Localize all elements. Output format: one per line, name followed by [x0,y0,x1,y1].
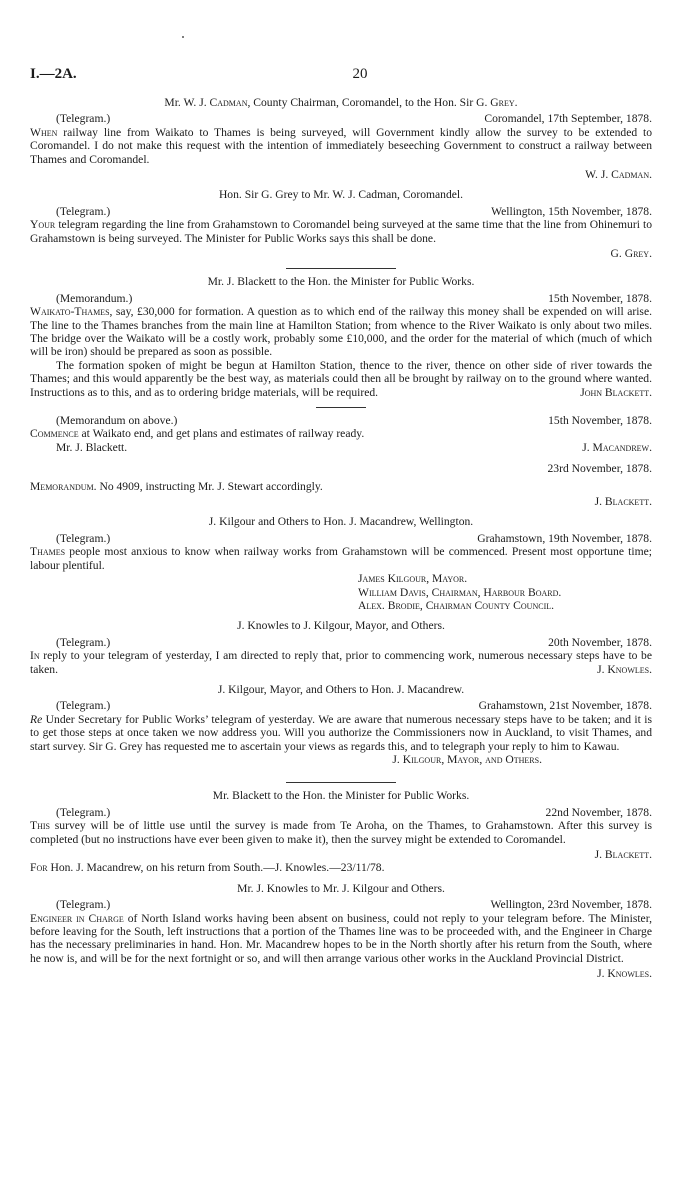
document-type-line [30,806,652,819]
signature: J. Blackett. [594,495,652,509]
minute-note: For Hon. J. Macandrew, on his return from South.—J. Knowles.—23/11/78. [30,861,385,875]
correspondence-heading: Mr. J. Blackett to the Hon. the Minister for Public Works. [207,275,475,289]
correspondence-heading: J. Kilgour, Mayor, and Others to Hon. J. Macandrew. [217,682,465,696]
signature: J. Knowles. [597,967,652,981]
signatory: Alex. Brodie, Chairman County Council. [358,598,555,612]
signatory: William Davis, Chairman, Harbour Board. [358,585,562,599]
message-body: The formation spoken of might be begun at Hamilton Station, thence to the river, thence on other side of river towards the Thames; and this would apparently be the best way, as materials could then all be brought by railway on to the ground where wanted. Instructions as to this, and as to ordering bridge materials, will be required. [30,358,652,399]
document-type-line [30,414,652,427]
date: 15th November, 1878. [548,291,652,305]
paper-reference: I.—2A. [30,66,77,82]
signature: J. Macandrew. [582,440,652,454]
place-date: Grahamstown, 21st November, 1878. [478,699,652,713]
date: 15th November, 1878. [548,414,652,428]
message-body: Memorandum. No 4909, instructing Mr. J. Stewart accordingly. [30,479,323,493]
page-header [30,68,670,88]
document-type: (Telegram.) [56,805,111,819]
speck [182,36,184,38]
signatory-list [358,572,652,612]
message-body: Engineer in Charge of North Island works having been absent on business, could not reply to your telegram before. The Minister, before leaving for the South, left instructions that a portion of the Thames line was to be proceeded with, and the Engineer in Charge has the necessary preliminaries in hand. Hon. Mr. Macandrew hopes to be in the North shortly after his return from the South, where he now is, and will be for the next fortnight or so, and will then arrange various other works in the Auckland Provincial District. [30,911,652,965]
correspondence-heading: J. Knowles to J. Kilgour, Mayor, and Others. [237,619,445,633]
section-divider [316,407,366,408]
message-body: In reply to your telegram of yesterday, I am directed to reply that, prior to commencing work, numerous necessary steps have to be taken. [30,649,652,676]
correspondence-heading: Mr. W. J. Cadman, County Chairman, Coromandel, to the Hon. Sir G. Grey. [164,96,518,109]
document-type-line [30,699,652,712]
signatory: James Kilgour, Mayor. [358,572,468,586]
date: 20th November, 1878. [548,635,652,649]
document-type: (Memorandum on above.) [56,414,178,428]
place-date: Grahamstown, 19th November, 1878. [477,531,652,545]
document-type: (Telegram.) [56,204,111,218]
correspondence-heading: J. Kilgour and Others to Hon. J. Macandrew, Wellington. [208,515,474,529]
document-type: (Telegram.) [56,112,111,126]
signature: J. Knowles. [597,662,652,676]
message-body: Re Under Secretary for Public Works’ telegram of yesterday. We are aware that numerous necessary steps have to be taken; and it is to get those steps at once taken we now address you. Will you authorize the Commissioners now in Auckland, to visit Thames, and start survey. Sir G. Grey has requested me to ascertain your views as regards this, and to telegraph your reply to him to Kawau. [30,712,652,753]
signature: G. Grey. [610,247,652,261]
correspondence-heading: Hon. Sir G. Grey to Mr. W. J. Cadman, Coromandel. [218,188,464,202]
place-date: Wellington, 15th November, 1878. [491,204,652,218]
signature: J. Kilgour, Mayor, and Others. [392,752,542,766]
addressee: Mr. J. Blackett. [56,440,128,454]
document-type-line [30,292,652,305]
document-type-line [30,205,652,218]
place-date: Coromandel, 17th September, 1878. [484,112,652,126]
document-type-line [30,636,652,649]
message-body: Your telegram regarding the line from Grahamstown to Coromandel being surveyed at the same time that the line from Ohinemuri to Grahamstown is being surveyed. The Minister for Public Works says this shall be done. [30,218,652,245]
document-type: (Telegram.) [56,635,111,649]
document-type-line [30,898,652,911]
correspondence-heading: Mr. J. Knowles to Mr. J. Kilgour and Others. [237,881,445,895]
message-body: Waikato-Thames, say, £30,000 for formation. A question as to which end of the railway this money shall be expended on will arise. The line to the Thames branches from the main line at Hamilton Station; from whence to the River Waikato is only about two miles. The bridge over the Waikato will be a costly work, probably some £10,000, and the order for the material of which (much of which will be iron) should be prepared as soon as possible. [30,305,652,359]
document-type: (Telegram.) [56,699,111,713]
document-body [30,96,652,981]
section-divider [286,782,396,783]
date: 22nd November, 1878. [545,805,652,819]
signature: John Blackett. [580,385,652,399]
message-body: When railway line from Waikato to Thames is being surveyed, will Government kindly allow the survey to be extended to Coromandel. I do not make this request with the intention of immediately beseeching Government to construct a railway between Thames and Coromandel. [30,125,652,166]
document-type: (Telegram.) [56,898,111,912]
message-body: This survey will be of little use until the survey is made from Te Aroha, on the Thames, to Grahamstown. After this survey is completed (but no instructions have ever been given to make it), then the survey might be extended to Coromandel. [30,819,652,846]
message-body: Thames people most anxious to know when railway works from Grahamstown will be commenced. Present most opportune time; labour plentiful. [30,545,652,572]
message-body: Commence at Waikato end, and get plans and estimates of railway ready. [30,427,365,441]
document-type-line [30,112,652,125]
date-line [30,462,652,475]
page-number: 20 [352,66,368,82]
document-type-line [30,532,652,545]
document-type: (Telegram.) [56,531,111,545]
signature: W. J. Cadman. [585,168,652,182]
date: 23rd November, 1878. [547,462,652,476]
correspondence-heading: Mr. Blackett to the Hon. the Minister for Public Works. [212,789,470,803]
section-divider [286,268,396,269]
place-date: Wellington, 23rd November, 1878. [490,898,652,912]
addressee-line [30,441,652,454]
signature: J. Blackett. [594,847,652,861]
document-type: (Memorandum.) [56,291,133,305]
